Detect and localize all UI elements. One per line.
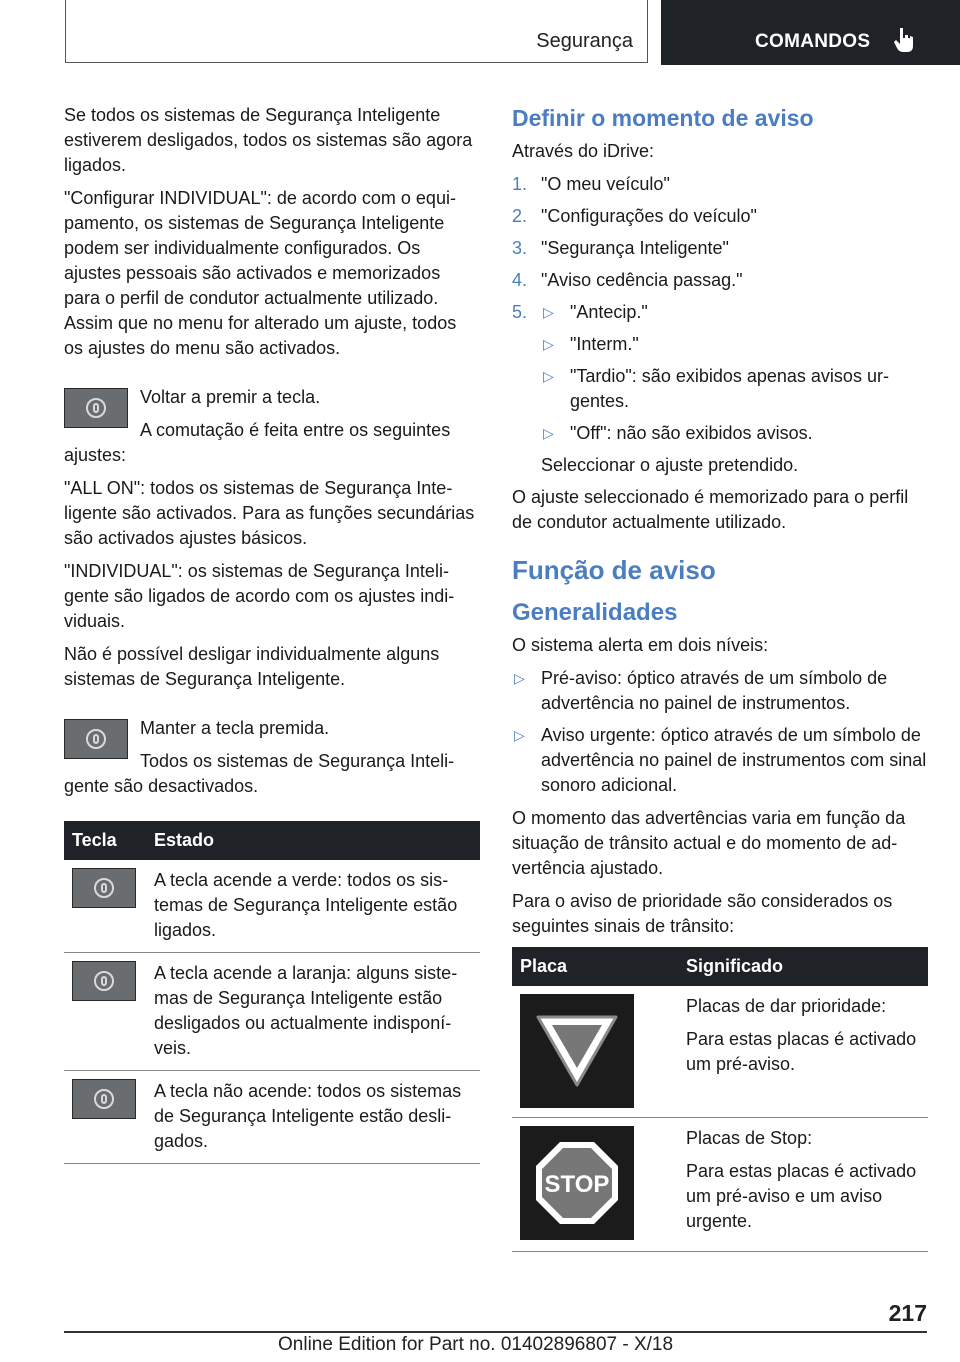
steps-list — [512, 172, 928, 478]
instruction-text: A comutação é feita entre os seguintes — [140, 420, 451, 440]
left-column — [64, 103, 480, 1164]
table-row — [64, 1071, 480, 1164]
safety-button-icon — [64, 719, 128, 759]
instruction-text: Voltar a premir a tecla. — [140, 387, 321, 407]
stop-sign-text: STOP — [544, 1171, 610, 1198]
footer-divider — [64, 1331, 927, 1333]
sub-heading: Generalidades — [512, 599, 678, 626]
table-header: Tecla — [64, 821, 146, 860]
paragraph: Se todos os sistemas de Segurança Inteligente estiverem desligados, todos os sistemas são agora ligados. — [64, 105, 473, 175]
list-item: 3. "Segurança Inteligente" — [512, 238, 729, 258]
safety-button-icon — [72, 868, 136, 908]
stop-sign-icon — [520, 1126, 634, 1240]
footer-edition: Online Edition for Part no. 01402896807 - X/18 — [278, 1334, 674, 1355]
table-row — [64, 953, 480, 1071]
triangle-bullet-icon: ▷ — [543, 336, 554, 352]
triangle-bullet-icon: ▷ — [543, 368, 554, 384]
list-item: ▷ "Tardio": são exibidos apenas avisos urgentes. — [543, 366, 889, 411]
safety-button-icon — [72, 961, 136, 1001]
table-cell: Para estas placas é activado um pré-aviso e um aviso urgente. — [686, 1161, 917, 1231]
list-item: ▷ Aviso urgente: óptico através de um símbolo de advertência no painel de instrumentos com sinal sonoro adicional. — [514, 725, 927, 795]
table-row — [64, 860, 480, 953]
instruction-text: Todos os sistemas de Segurança Inteli- — [140, 751, 455, 771]
paragraph: Não é possível desligar individualmente alguns sistemas de Segurança Inteligente. — [64, 644, 440, 689]
list-item: ▷ Pré-aviso: óptico através de um símbolo de advertência no painel de instrumentos. — [514, 668, 888, 713]
paragraph: O momento das advertências varia em função da situação de trânsito actual e do momento de advertência ajustado. — [512, 808, 906, 878]
chapter-header — [661, 0, 960, 65]
table-cell: Placas de dar prioridade: — [686, 996, 887, 1016]
safety-button-icon — [72, 1079, 136, 1119]
chapter-heading: Função de aviso — [512, 555, 716, 585]
button-instruction — [64, 716, 480, 774]
table-row — [512, 1118, 928, 1252]
list-item: 5. ▷ "Antecip." ▷ "Interm." ▷ "Tardio": são exibidos apenas avisos urgentes. ▷ "Off": não são exibidos avisos. Seleccionar o ajuste pretendido. — [512, 300, 928, 478]
list-item: 2. "Configurações do veículo" — [512, 206, 757, 226]
paragraph: "INDIVIDUAL": os sistemas de Segurança Inteligente são ligados de acordo com os ajustes individuais. — [64, 561, 455, 631]
section-title: Segurança — [536, 30, 633, 52]
levels-list — [512, 666, 928, 798]
table-cell: Para estas placas é activado um pré-aviso. — [686, 1029, 917, 1074]
triangle-bullet-icon: ▷ — [543, 304, 554, 320]
paragraph: O sistema alerta em dois níveis: — [512, 635, 769, 655]
pointing-hand-icon — [893, 26, 915, 54]
paragraph: Para o aviso de prioridade são considerados os seguintes sinais de trânsito: — [512, 891, 893, 936]
chapter-title: COMANDOS — [755, 31, 871, 52]
paragraph: ajustes: — [64, 445, 127, 465]
list-item: ▷ "Antecip." — [541, 300, 928, 325]
list-item: ▷ "Interm." — [541, 332, 928, 357]
table-header: Estado — [146, 821, 480, 860]
paragraph: Através do iDrive: — [512, 141, 655, 161]
list-item: 4. "Aviso cedência passag." — [512, 270, 743, 290]
triangle-bullet-icon: ▷ — [543, 425, 554, 441]
table-row — [512, 986, 928, 1118]
paragraph: "Configurar INDIVIDUAL": de acordo com o equipamento, os sistemas de Segurança Inteligente podem ser individualmente configurados. Os ajustes pessoais são activados e memorizados para o perfil de condutor actualmente utilizado. Assim que no menu for alterado um ajuste, todos os ajustes do menu são activados. — [64, 188, 457, 358]
table-cell: A tecla acende a laranja: alguns sistemas de Segurança Inteligente estão desligados ou actualmente indisponíveis. — [146, 953, 480, 1071]
section-heading: Definir o momento de aviso — [512, 105, 814, 131]
right-column — [512, 103, 928, 1252]
paragraph: O ajuste seleccionado é memorizado para o perfil de condutor actualmente utilizado. — [512, 487, 909, 532]
triangle-bullet-icon: ▷ — [514, 727, 525, 743]
signs-table — [512, 947, 928, 1252]
triangle-bullet-icon: ▷ — [514, 670, 525, 686]
header-section-box — [65, 0, 648, 63]
list-item: 1. "O meu veículo" — [512, 174, 670, 194]
button-instruction — [64, 385, 480, 443]
table-header: Placa — [512, 947, 678, 986]
list-item: ▷ "Off": não são exibidos avisos. — [541, 421, 928, 446]
safety-button-icon — [64, 388, 128, 428]
paragraph: gente são desactivados. — [64, 776, 259, 796]
options-list — [541, 300, 928, 446]
yield-sign-icon — [520, 994, 634, 1108]
key-status-table — [64, 821, 480, 1164]
instruction-text: Manter a tecla premida. — [140, 718, 330, 738]
instruction-text: Seleccionar o ajuste pretendido. — [541, 455, 799, 475]
table-header: Significado — [678, 947, 928, 986]
page-number: 217 — [888, 1300, 927, 1326]
table-cell: Placas de Stop: — [686, 1128, 813, 1148]
paragraph: "ALL ON": todos os sistemas de Segurança Inteligente são activados. Para as funções secundárias são activados ajustes básicos. — [64, 478, 475, 548]
table-cell: A tecla acende a verde: todos os sistemas de Segurança Inteligente estão ligados. — [146, 860, 480, 953]
table-cell: A tecla não acende: todos os sistemas de Segurança Inteligente estão desligados. — [146, 1071, 480, 1164]
